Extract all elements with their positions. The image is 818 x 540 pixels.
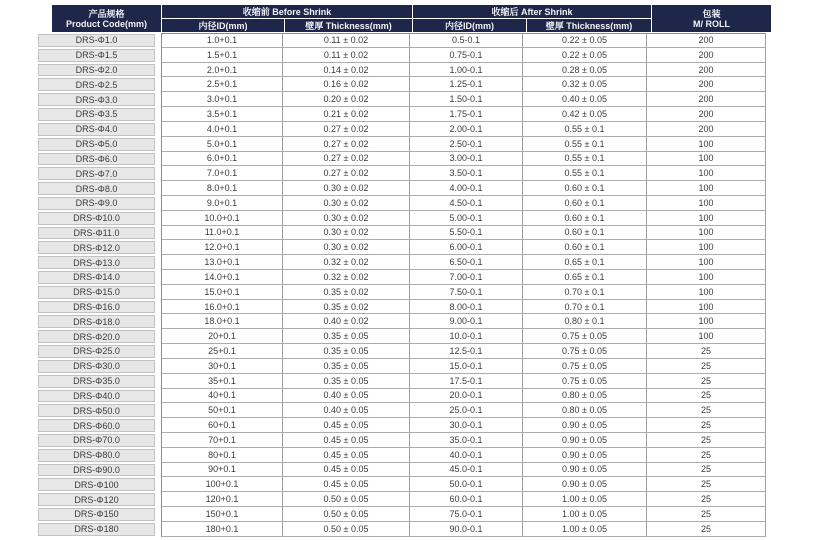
cell-thickness-after: 0.55 ± 0.1 (523, 152, 647, 167)
cell-thickness-before: 0.30 ± 0.02 (283, 226, 410, 241)
cell-id-before: 6.0+0.1 (161, 152, 283, 167)
cell-m-per-roll: 100 (647, 211, 766, 226)
cell-m-per-roll: 25 (647, 359, 766, 374)
cell-thickness-before: 0.45 ± 0.05 (283, 418, 410, 433)
cell-product-code: DRS-Φ13.0 (38, 256, 155, 269)
cell-id-before: 70+0.1 (161, 433, 283, 448)
cell-product-code: DRS-Φ30.0 (38, 360, 155, 373)
header-thickness-before: 壁厚 Thickness(mm) (285, 19, 412, 32)
cell-thickness-after: 0.40 ± 0.05 (523, 92, 647, 107)
cell-thickness-before: 0.20 ± 0.02 (283, 92, 410, 107)
cell-product-code: DRS-Φ1.0 (38, 34, 155, 47)
cell-thickness-before: 0.11 ± 0.02 (283, 48, 410, 63)
cell-m-per-roll: 100 (647, 300, 766, 315)
cell-m-per-roll: 200 (647, 122, 766, 137)
header-before-shrink: 收缩前 Before Shrink (162, 5, 412, 18)
cell-thickness-after: 1.00 ± 0.05 (523, 492, 647, 507)
cell-thickness-after: 0.90 ± 0.05 (523, 418, 647, 433)
cell-thickness-before: 0.32 ± 0.02 (283, 270, 410, 285)
cell-id-before: 40+0.1 (161, 389, 283, 404)
cell-id-after: 6.50-0.1 (410, 255, 523, 270)
table-header (38, 5, 766, 32)
cell-thickness-after: 0.60 ± 0.1 (523, 211, 647, 226)
cell-id-before: 2.0+0.1 (161, 63, 283, 78)
cell-m-per-roll: 25 (647, 477, 766, 492)
cell-id-after: 0.75-0.1 (410, 48, 523, 63)
cell-id-after: 30.0-0.1 (410, 418, 523, 433)
cell-m-per-roll: 100 (647, 152, 766, 167)
cell-product-code: DRS-Φ80.0 (38, 449, 155, 462)
cell-product-code: DRS-Φ6.0 (38, 153, 155, 166)
cell-m-per-roll: 100 (647, 240, 766, 255)
cell-id-after: 60.0-0.1 (410, 492, 523, 507)
cell-id-after: 6.00-0.1 (410, 240, 523, 255)
cell-m-per-roll: 25 (647, 463, 766, 478)
cell-id-after: 12.5-0.1 (410, 344, 523, 359)
cell-thickness-after: 0.60 ± 0.1 (523, 181, 647, 196)
cell-thickness-after: 0.22 ± 0.05 (523, 48, 647, 63)
cell-thickness-after: 0.80 ± 0.05 (523, 403, 647, 418)
cell-id-before: 25+0.1 (161, 344, 283, 359)
cell-thickness-after: 0.75 ± 0.05 (523, 344, 647, 359)
cell-thickness-after: 0.75 ± 0.05 (523, 359, 647, 374)
cell-id-before: 1.5+0.1 (161, 48, 283, 63)
cell-id-after: 4.50-0.1 (410, 196, 523, 211)
cell-product-code: DRS-Φ150 (38, 508, 155, 521)
header-pack (652, 5, 771, 32)
cell-id-before: 16.0+0.1 (161, 300, 283, 315)
cell-m-per-roll: 100 (647, 255, 766, 270)
cell-product-code: DRS-Φ100 (38, 478, 155, 491)
cell-id-after: 5.00-0.1 (410, 211, 523, 226)
cell-id-before: 15.0+0.1 (161, 285, 283, 300)
cell-thickness-after: 0.60 ± 0.1 (523, 226, 647, 241)
cell-id-after: 1.50-0.1 (410, 92, 523, 107)
cell-product-code: DRS-Φ15.0 (38, 286, 155, 299)
cell-thickness-before: 0.16 ± 0.02 (283, 77, 410, 92)
cell-product-code: DRS-Φ25.0 (38, 345, 155, 358)
cell-id-after: 1.75-0.1 (410, 107, 523, 122)
cell-m-per-roll: 100 (647, 314, 766, 329)
cell-thickness-after: 0.42 ± 0.05 (523, 107, 647, 122)
cell-thickness-before: 0.35 ± 0.02 (283, 285, 410, 300)
cell-thickness-after: 0.70 ± 0.1 (523, 285, 647, 300)
cell-m-per-roll: 100 (647, 196, 766, 211)
table-body (38, 33, 766, 537)
cell-m-per-roll: 25 (647, 389, 766, 404)
cell-id-before: 90+0.1 (161, 463, 283, 478)
header-id-after: 内径ID(mm) (413, 19, 526, 32)
cell-id-before: 11.0+0.1 (161, 226, 283, 241)
cell-thickness-before: 0.45 ± 0.05 (283, 448, 410, 463)
cell-thickness-before: 0.27 ± 0.02 (283, 137, 410, 152)
cell-thickness-before: 0.40 ± 0.02 (283, 314, 410, 329)
cell-id-after: 50.0-0.1 (410, 477, 523, 492)
cell-id-before: 13.0+0.1 (161, 255, 283, 270)
cell-thickness-after: 0.32 ± 0.05 (523, 77, 647, 92)
cell-product-code: DRS-Φ16.0 (38, 301, 155, 314)
cell-thickness-after: 0.70 ± 0.1 (523, 300, 647, 315)
cell-product-code: DRS-Φ18.0 (38, 315, 155, 328)
cell-thickness-after: 0.60 ± 0.1 (523, 196, 647, 211)
cell-id-before: 1.0+0.1 (161, 33, 283, 48)
cell-id-before: 2.5+0.1 (161, 77, 283, 92)
cell-m-per-roll: 100 (647, 329, 766, 344)
cell-thickness-before: 0.35 ± 0.05 (283, 329, 410, 344)
cell-id-after: 90.0-0.1 (410, 522, 523, 537)
cell-product-code: DRS-Φ40.0 (38, 390, 155, 403)
cell-product-code: DRS-Φ50.0 (38, 404, 155, 417)
cell-id-after: 1.00-0.1 (410, 63, 523, 78)
cell-product-code: DRS-Φ35.0 (38, 375, 155, 388)
cell-m-per-roll: 200 (647, 48, 766, 63)
cell-thickness-after: 0.65 ± 0.1 (523, 270, 647, 285)
cell-m-per-roll: 100 (647, 226, 766, 241)
cell-m-per-roll: 25 (647, 448, 766, 463)
cell-product-code: DRS-Φ70.0 (38, 434, 155, 447)
cell-id-before: 8.0+0.1 (161, 181, 283, 196)
cell-product-code: DRS-Φ2.5 (38, 78, 155, 91)
header-pack-en: M/ ROLL (693, 18, 730, 29)
cell-id-after: 2.50-0.1 (410, 137, 523, 152)
cell-product-code: DRS-Φ1.5 (38, 49, 155, 62)
cell-id-before: 5.0+0.1 (161, 137, 283, 152)
cell-product-code: DRS-Φ4.0 (38, 123, 155, 136)
cell-m-per-roll: 100 (647, 137, 766, 152)
header-id-before: 内径ID(mm) (162, 19, 284, 32)
cell-thickness-before: 0.50 ± 0.05 (283, 507, 410, 522)
cell-m-per-roll: 200 (647, 63, 766, 78)
cell-id-after: 75.0-0.1 (410, 507, 523, 522)
cell-id-before: 3.0+0.1 (161, 92, 283, 107)
header-thickness-after: 壁厚 Thickness(mm) (527, 19, 651, 32)
cell-thickness-before: 0.45 ± 0.05 (283, 433, 410, 448)
cell-thickness-after: 0.75 ± 0.05 (523, 374, 647, 389)
cell-id-before: 35+0.1 (161, 374, 283, 389)
cell-thickness-before: 0.11 ± 0.02 (283, 33, 410, 48)
cell-thickness-before: 0.27 ± 0.02 (283, 166, 410, 181)
cell-product-code: DRS-Φ10.0 (38, 212, 155, 225)
cell-thickness-after: 1.00 ± 0.05 (523, 507, 647, 522)
cell-product-code: DRS-Φ8.0 (38, 182, 155, 195)
cell-thickness-after: 1.00 ± 0.05 (523, 522, 647, 537)
cell-id-before: 12.0+0.1 (161, 240, 283, 255)
cell-thickness-before: 0.40 ± 0.05 (283, 389, 410, 404)
cell-product-code: DRS-Φ12.0 (38, 241, 155, 254)
cell-id-after: 7.50-0.1 (410, 285, 523, 300)
cell-thickness-before: 0.45 ± 0.05 (283, 477, 410, 492)
cell-m-per-roll: 100 (647, 270, 766, 285)
cell-id-after: 1.25-0.1 (410, 77, 523, 92)
cell-thickness-after: 0.55 ± 0.1 (523, 137, 647, 152)
cell-thickness-before: 0.27 ± 0.02 (283, 122, 410, 137)
cell-id-after: 8.00-0.1 (410, 300, 523, 315)
cell-thickness-before: 0.27 ± 0.02 (283, 152, 410, 167)
cell-id-after: 3.50-0.1 (410, 166, 523, 181)
cell-m-per-roll: 25 (647, 403, 766, 418)
cell-m-per-roll: 100 (647, 285, 766, 300)
cell-id-after: 15.0-0.1 (410, 359, 523, 374)
cell-m-per-roll: 200 (647, 92, 766, 107)
cell-id-after: 35.0-0.1 (410, 433, 523, 448)
cell-thickness-before: 0.32 ± 0.02 (283, 255, 410, 270)
cell-thickness-after: 0.65 ± 0.1 (523, 255, 647, 270)
cell-id-before: 18.0+0.1 (161, 314, 283, 329)
cell-thickness-after: 0.28 ± 0.05 (523, 63, 647, 78)
cell-m-per-roll: 25 (647, 374, 766, 389)
cell-id-before: 180+0.1 (161, 522, 283, 537)
cell-thickness-before: 0.50 ± 0.05 (283, 522, 410, 537)
cell-product-code: DRS-Φ90.0 (38, 464, 155, 477)
cell-thickness-after: 0.60 ± 0.1 (523, 240, 647, 255)
cell-thickness-before: 0.30 ± 0.02 (283, 240, 410, 255)
cell-id-before: 7.0+0.1 (161, 166, 283, 181)
cell-thickness-before: 0.14 ± 0.02 (283, 63, 410, 78)
cell-thickness-after: 0.55 ± 0.1 (523, 166, 647, 181)
header-product-code (52, 5, 161, 32)
cell-id-after: 9.00-0.1 (410, 314, 523, 329)
cell-id-before: 120+0.1 (161, 492, 283, 507)
cell-id-after: 4.00-0.1 (410, 181, 523, 196)
cell-m-per-roll: 25 (647, 344, 766, 359)
cell-m-per-roll: 25 (647, 433, 766, 448)
cell-id-after: 17.5-0.1 (410, 374, 523, 389)
cell-product-code: DRS-Φ3.0 (38, 93, 155, 106)
cell-thickness-before: 0.35 ± 0.05 (283, 374, 410, 389)
cell-product-code: DRS-Φ14.0 (38, 271, 155, 284)
header-after-shrink: 收缩后 After Shrink (413, 5, 651, 18)
cell-m-per-roll: 25 (647, 492, 766, 507)
cell-id-before: 60+0.1 (161, 418, 283, 433)
cell-id-before: 30+0.1 (161, 359, 283, 374)
cell-id-before: 9.0+0.1 (161, 196, 283, 211)
cell-thickness-after: 0.90 ± 0.05 (523, 433, 647, 448)
cell-product-code: DRS-Φ7.0 (38, 167, 155, 180)
cell-product-code: DRS-Φ3.5 (38, 108, 155, 121)
cell-m-per-roll: 25 (647, 418, 766, 433)
cell-m-per-roll: 100 (647, 181, 766, 196)
cell-id-after: 10.0-0.1 (410, 329, 523, 344)
cell-id-before: 4.0+0.1 (161, 122, 283, 137)
cell-thickness-before: 0.30 ± 0.02 (283, 211, 410, 226)
spec-table (38, 5, 766, 537)
cell-id-before: 3.5+0.1 (161, 107, 283, 122)
cell-thickness-after: 0.75 ± 0.05 (523, 329, 647, 344)
header-pack-cn: 包装 (702, 8, 721, 19)
cell-product-code: DRS-Φ2.0 (38, 64, 155, 77)
cell-thickness-after: 0.90 ± 0.05 (523, 448, 647, 463)
cell-product-code: DRS-Φ9.0 (38, 197, 155, 210)
cell-thickness-before: 0.40 ± 0.05 (283, 403, 410, 418)
cell-product-code: DRS-Φ60.0 (38, 419, 155, 432)
cell-thickness-before: 0.21 ± 0.02 (283, 107, 410, 122)
cell-m-per-roll: 100 (647, 166, 766, 181)
header-product-code-en: Product Code(mm) (66, 18, 147, 29)
cell-id-before: 20+0.1 (161, 329, 283, 344)
cell-thickness-before: 0.50 ± 0.05 (283, 492, 410, 507)
cell-id-after: 20.0-0.1 (410, 389, 523, 404)
cell-thickness-after: 0.90 ± 0.05 (523, 477, 647, 492)
cell-thickness-after: 0.55 ± 0.1 (523, 122, 647, 137)
cell-id-after: 7.00-0.1 (410, 270, 523, 285)
cell-m-per-roll: 200 (647, 77, 766, 92)
cell-id-after: 40.0-0.1 (410, 448, 523, 463)
cell-product-code: DRS-Φ20.0 (38, 330, 155, 343)
cell-thickness-after: 0.80 ± 0.05 (523, 389, 647, 404)
cell-m-per-roll: 25 (647, 522, 766, 537)
cell-product-code: DRS-Φ11.0 (38, 227, 155, 240)
cell-id-before: 50+0.1 (161, 403, 283, 418)
cell-thickness-before: 0.35 ± 0.02 (283, 300, 410, 315)
cell-m-per-roll: 200 (647, 107, 766, 122)
cell-id-after: 45.0-0.1 (410, 463, 523, 478)
cell-thickness-before: 0.35 ± 0.05 (283, 344, 410, 359)
cell-id-before: 80+0.1 (161, 448, 283, 463)
cell-thickness-before: 0.30 ± 0.02 (283, 196, 410, 211)
cell-id-before: 14.0+0.1 (161, 270, 283, 285)
cell-product-code: DRS-Φ5.0 (38, 138, 155, 151)
cell-id-after: 25.0-0.1 (410, 403, 523, 418)
cell-thickness-after: 0.22 ± 0.05 (523, 33, 647, 48)
cell-id-after: 5.50-0.1 (410, 226, 523, 241)
cell-product-code: DRS-Φ180 (38, 523, 155, 536)
cell-id-after: 2.00-0.1 (410, 122, 523, 137)
cell-id-before: 150+0.1 (161, 507, 283, 522)
cell-product-code: DRS-Φ120 (38, 493, 155, 506)
cell-thickness-before: 0.35 ± 0.05 (283, 359, 410, 374)
cell-thickness-after: 0.80 ± 0.1 (523, 314, 647, 329)
cell-id-before: 10.0+0.1 (161, 211, 283, 226)
header-product-code-cn: 产品规格 (88, 8, 125, 19)
cell-thickness-before: 0.30 ± 0.02 (283, 181, 410, 196)
cell-id-after: 0.5-0.1 (410, 33, 523, 48)
cell-thickness-after: 0.90 ± 0.05 (523, 463, 647, 478)
cell-id-before: 100+0.1 (161, 477, 283, 492)
cell-m-per-roll: 25 (647, 507, 766, 522)
cell-id-after: 3.00-0.1 (410, 152, 523, 167)
cell-m-per-roll: 200 (647, 33, 766, 48)
cell-thickness-before: 0.45 ± 0.05 (283, 463, 410, 478)
